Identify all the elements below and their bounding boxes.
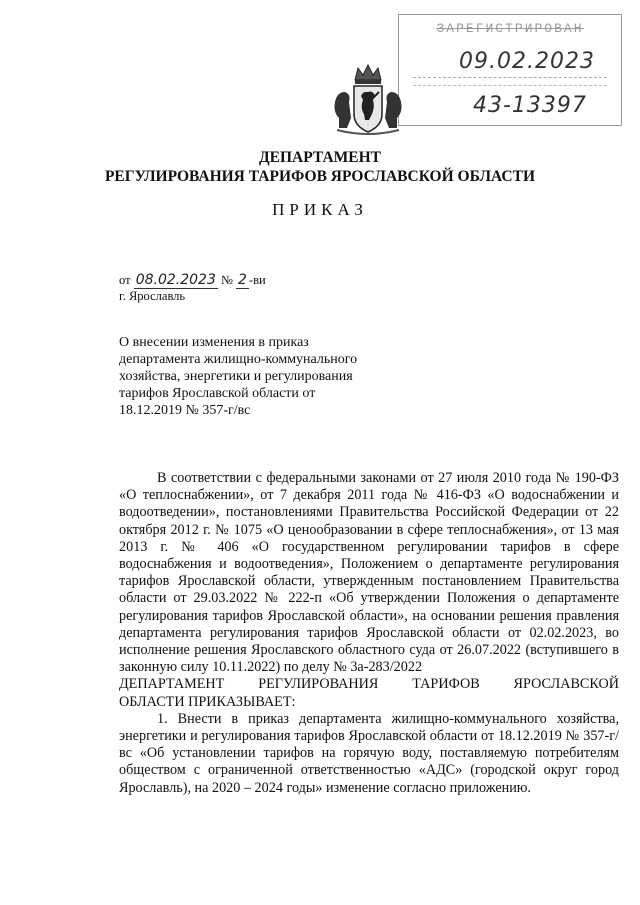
order-body [119,470,619,797]
stamp-date: 09.02.2023 [459,49,595,74]
coat-of-arms-icon [327,62,409,138]
crown-icon [355,65,381,84]
number-suffix: -ви [248,273,266,287]
order-number: 2 [238,272,247,288]
order-item-1: 1. Внести в приказ департамента жилищно-коммунального хозяйства, энергетики и регулирования тарифов Ярославской области от 18.12.2019 № 357-г/вс «Об установлении тарифов на горячую воду, поставляемую потребителям обществом с ограниченной ответственностью «АДС» (городской округ город Ярославль), на 2020 – 2024 годы» изменение согласно приложению. [119,710,619,796]
order-heading-line2: ОБЛАСТИ ПРИКАЗЫВАЕТ: [119,693,296,710]
registration-stamp [398,14,622,126]
number-label: № [220,273,233,287]
stamp-rule [413,85,607,86]
department-title-line2: РЕГУЛИРОВАНИЯ ТАРИФОВ ЯРОСЛАВСКОЙ ОБЛАСТИ [104,168,536,185]
order-heading [119,676,619,710]
stamp-title: ЗАРЕГИСТРИРОВАН [436,21,584,36]
preamble-paragraph: В соответствии с федеральными законами от 27 июля 2010 года № 190-ФЗ «О теплоснабжении», от 7 декабря 2011 года № 416-ФЗ «О водоснабжении и водоотведении», постановлениями Правительства Российской Федерации от 22 октября 2012 г. № 1075 «О ценообразовании в сфере теплоснабжения», от 13 мая 2013 г. № 406 «О государственном регулировании тарифов в сфере водоснабжения и водоотведения», Положением о департаменте регулирования тарифов Ярославской области, утвержденным постановлением Правительства области от 29.03.2022 № 222-п «Об утверждении Положения о департаменте регулирования тарифов Ярославской области», на основании решения правления департамента регулирования тарифов Ярославской области от 02.02.2023, во исполнение решения Ярославского областного суда от 26.07.2022 (вступившего в законную силу 10.11.2022) по делу № 3а-283/2022 [119,470,619,676]
order-date: 08.02.2023 [135,272,216,288]
order-heading-line1: ДЕПАРТАМЕНТ РЕГУЛИРОВАНИЯ ТАРИФОВ ЯРОСЛАВСКОЙ [119,676,619,693]
order-date-number [119,272,266,288]
from-prefix: от [119,273,131,287]
order-subject: О внесении изменения в приказ департамента жилищно-коммунального хозяйства, энергетики и регулирования тарифов Ярославской области от 18.12.2019 № 357-г/вс [119,335,358,418]
stamp-number: 43-13397 [473,93,587,118]
document-type: ПРИКАЗ [272,200,368,219]
department-title-line1: ДЕПАРТАМЕНТ [258,149,382,166]
city: г. Ярославль [119,289,186,303]
stamp-rule [413,77,607,78]
